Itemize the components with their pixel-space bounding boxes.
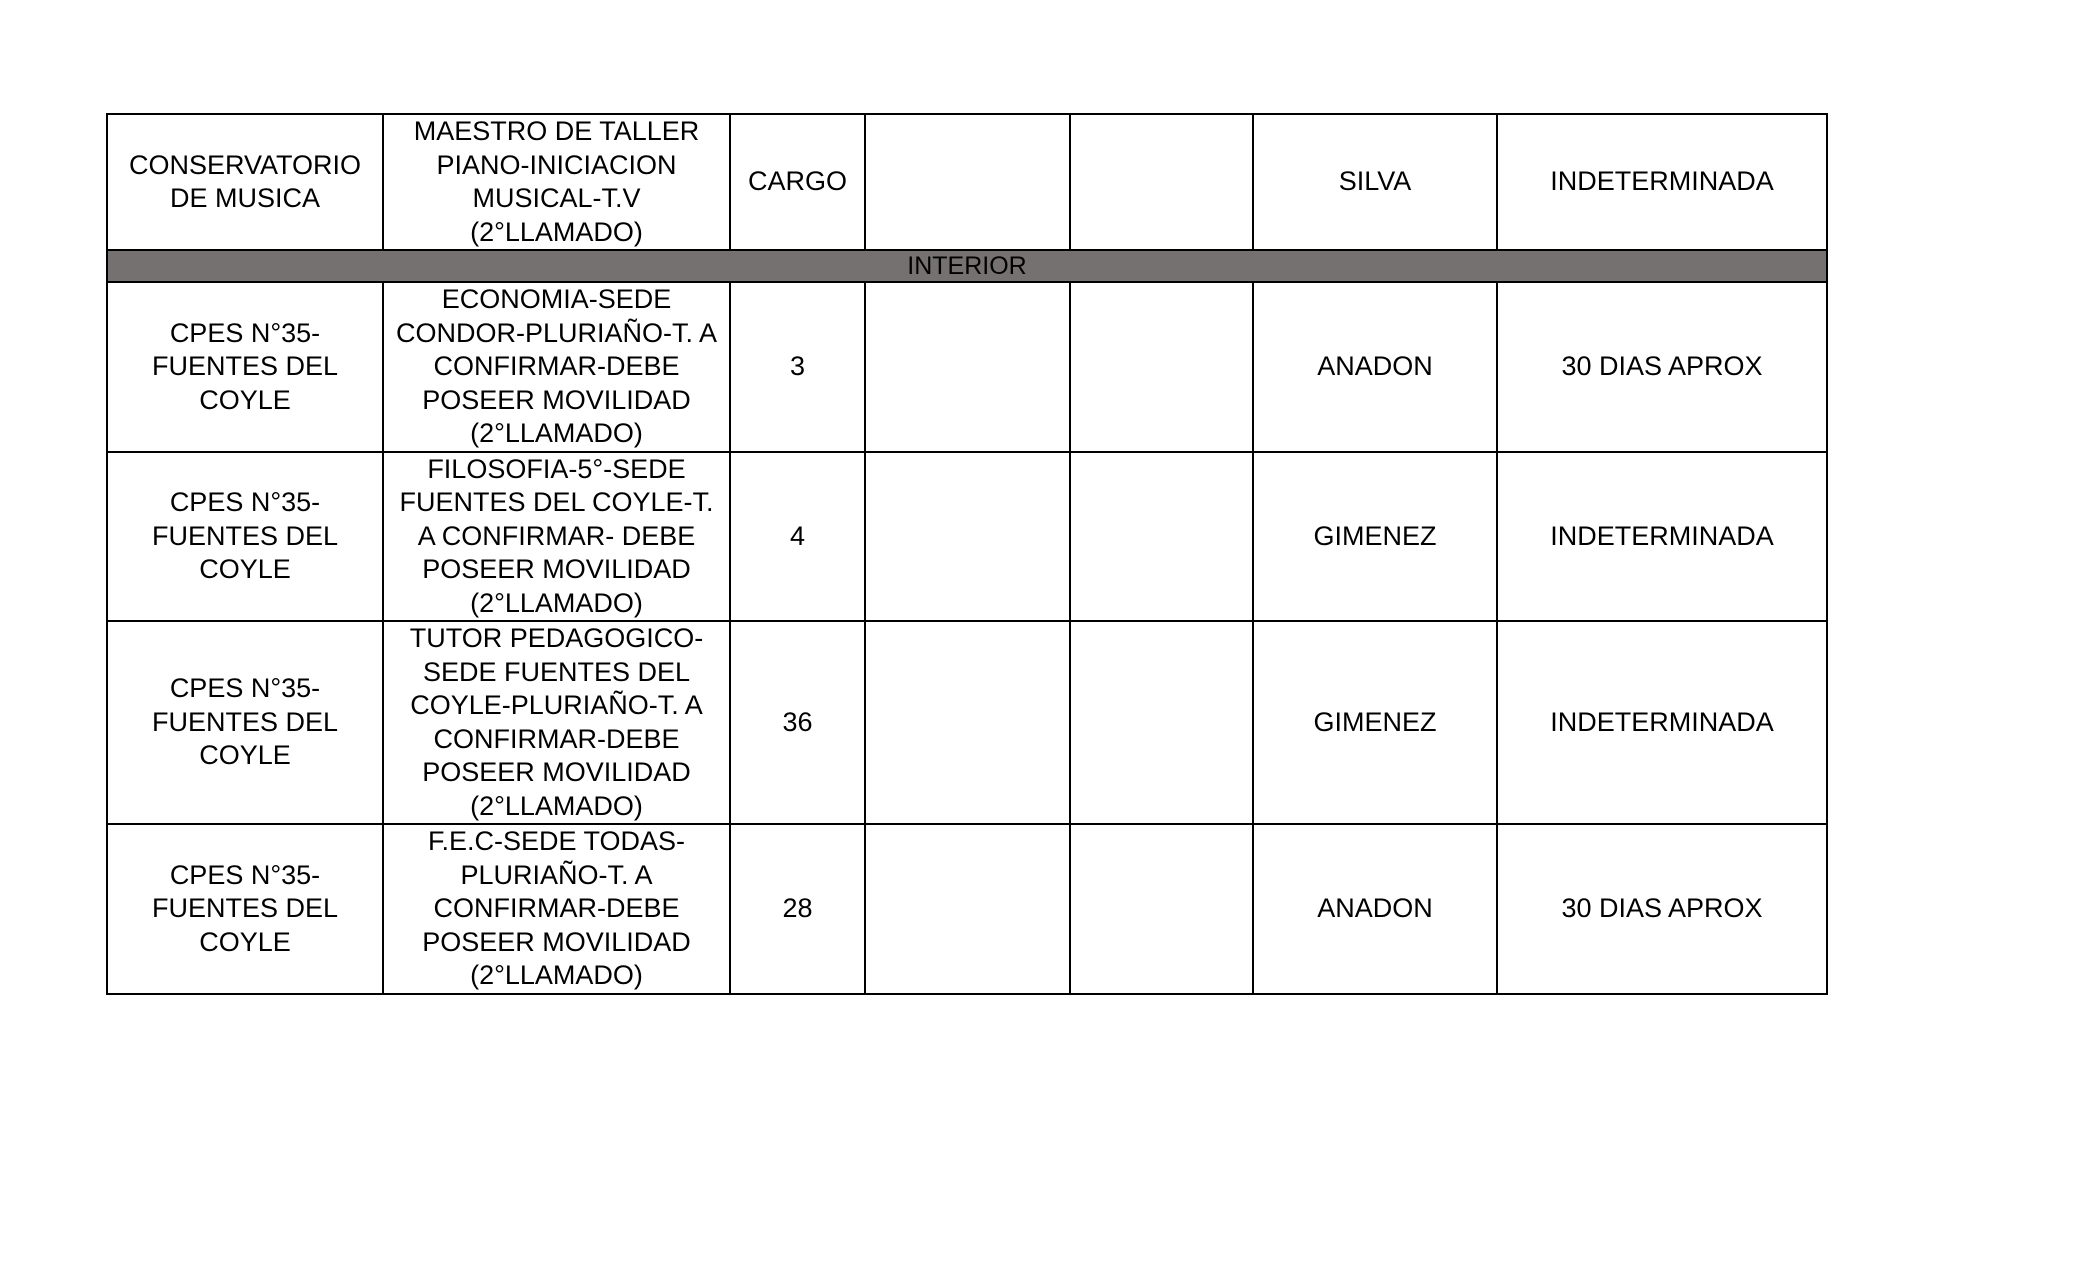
empty-cell [865, 824, 1070, 994]
duration-cell: 30 DIAS APROX [1497, 824, 1827, 994]
subject-cell: TUTOR PEDAGOGICO- SEDE FUENTES DEL COYLE-PLURIAÑO-T. A CONFIRMAR-DEBE POSEER MOVILIDAD (2°LLAMADO) [383, 621, 730, 824]
subject-cell: FILOSOFIA-5°-SEDE FUENTES DEL COYLE-T. A CONFIRMAR- DEBE POSEER MOVILIDAD (2°LLAMADO) [383, 452, 730, 622]
empty-cell [1070, 824, 1253, 994]
empty-cell [865, 282, 1070, 452]
duration-cell: INDETERMINADA [1497, 621, 1827, 824]
teacher-cell: ANADON [1253, 824, 1497, 994]
empty-cell [1070, 114, 1253, 250]
section-label: INTERIOR [107, 250, 1827, 282]
vacancy-table [106, 113, 1828, 995]
duration-cell: 30 DIAS APROX [1497, 282, 1827, 452]
table-row [107, 621, 1827, 824]
subject-cell: MAESTRO DE TALLER PIANO-INICIACION MUSICAL-T.V (2°LLAMADO) [383, 114, 730, 250]
institution-cell: CPES N°35- FUENTES DEL COYLE [107, 282, 383, 452]
teacher-cell: ANADON [1253, 282, 1497, 452]
institution-cell: CPES N°35- FUENTES DEL COYLE [107, 824, 383, 994]
table-row [107, 114, 1827, 250]
hours-cell: 3 [730, 282, 865, 452]
duration-cell: INDETERMINADA [1497, 452, 1827, 622]
empty-cell [865, 621, 1070, 824]
institution-cell: CPES N°35- FUENTES DEL COYLE [107, 621, 383, 824]
empty-cell [1070, 282, 1253, 452]
teacher-cell: GIMENEZ [1253, 452, 1497, 622]
empty-cell [1070, 621, 1253, 824]
subject-cell: F.E.C-SEDE TODAS- PLURIAÑO-T. A CONFIRMAR-DEBE POSEER MOVILIDAD (2°LLAMADO) [383, 824, 730, 994]
institution-cell: CONSERVATORIO DE MUSICA [107, 114, 383, 250]
hours-cell: 36 [730, 621, 865, 824]
subject-cell: ECONOMIA-SEDE CONDOR-PLURIAÑO-T. A CONFIRMAR-DEBE POSEER MOVILIDAD (2°LLAMADO) [383, 282, 730, 452]
empty-cell [865, 452, 1070, 622]
teacher-cell: SILVA [1253, 114, 1497, 250]
teacher-cell: GIMENEZ [1253, 621, 1497, 824]
hours-cell: CARGO [730, 114, 865, 250]
table-row [107, 452, 1827, 622]
duration-cell: INDETERMINADA [1497, 114, 1827, 250]
empty-cell [1070, 452, 1253, 622]
spreadsheet-page [106, 113, 1826, 990]
table-row [107, 282, 1827, 452]
institution-cell: CPES N°35- FUENTES DEL COYLE [107, 452, 383, 622]
table-row [107, 824, 1827, 994]
hours-cell: 4 [730, 452, 865, 622]
hours-cell: 28 [730, 824, 865, 994]
empty-cell [865, 114, 1070, 250]
section-band [107, 250, 1827, 282]
